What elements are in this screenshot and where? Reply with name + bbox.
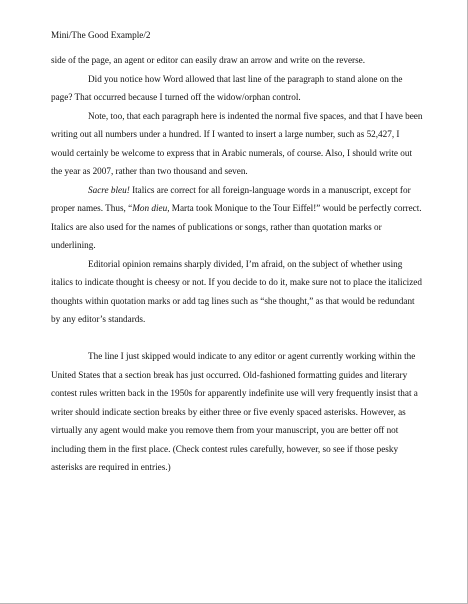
page-header: Mini/The Good Example/2 <box>51 30 151 40</box>
paragraph-numbers: Note, too, that each paragraph here is indented the normal five spaces, and that I have been writing out all numbers under a hundred. If I wanted to insert a large number, such as 52,427, I would certainly be welcome to express that in Arabic numerals, of course. Also, I should write out the year as 2007, rather than two thousand and seven. <box>51 110 423 176</box>
section-break-blank-line <box>51 329 423 348</box>
paragraph-text-segment: Italics are correct for all foreign-language words in a manuscript, except for proper names. Thus, “ <box>51 184 411 213</box>
page-body <box>51 51 423 477</box>
paragraph-italics-thought: Editorial opinion remains sharply divided, I’m afraid, on the subject of whether using italics to indicate thought is cheesy or not. If you decide to do it, make sure not to place the italicized thoughts within quotation marks or add tag lines such as “she thought,” as that would be redundant by any editor’s standards. <box>51 258 422 324</box>
italic-phrase-mon-dieu: Mon dieu, <box>132 203 170 213</box>
paragraph-section-break: The line I just skipped would indicate to any editor or agent currently working within the United States that a section break has just occurred. Old-fashioned formatting guides and literary contest rules written back in the 1950s for apparently indefinite use will very frequently insist that a writer should indicate section breaks by either three or five evenly spaced asterisks. However, as virtually any agent would make you remove them from your manuscript, you are better off not including them in the first place. (Check contest rules carefully, however, so see if those pesky asterisks are required in entries.) <box>51 351 418 472</box>
paragraph-widow-orphan: Did you notice how Word allowed that last line of the paragraph to stand alone on the page? That occurred because I turned off the widow/orphan control. <box>51 73 403 102</box>
paragraph-text-segment: Marta took Monique to the Tour Eiffel!” would be perfectly correct. Italics are also used for the names of publications or songs, rather than quotation marks or underlining. <box>51 203 422 250</box>
paragraph-italics-foreign <box>51 181 423 255</box>
italic-phrase-sacre-bleu: Sacre bleu! <box>88 184 130 195</box>
paragraph-continuation: side of the page, an agent or editor can easily draw an arrow and write on the reverse. <box>51 55 366 65</box>
